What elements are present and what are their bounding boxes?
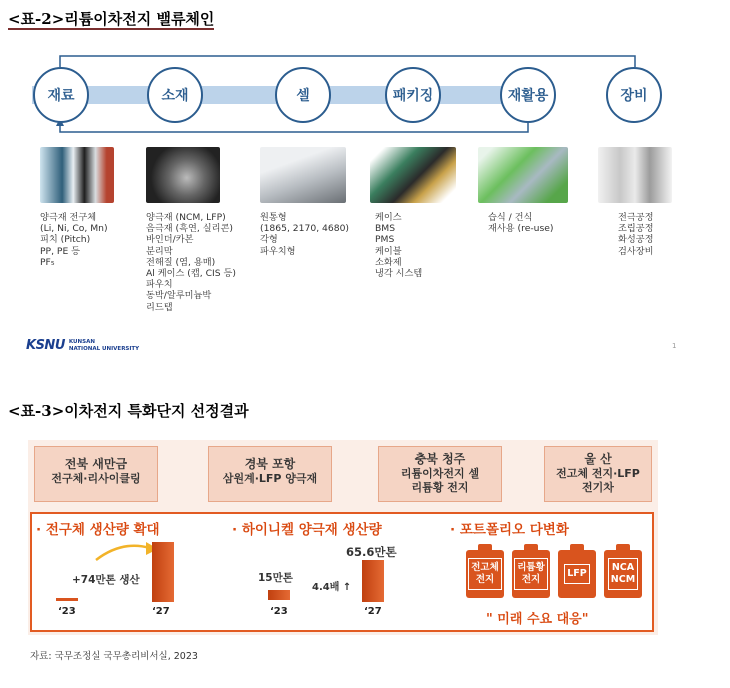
logo-mark: KSNU [26,338,65,353]
site-cheongju: 충북 청주 리튬이차전지 셀 리튬황 전지 [378,446,502,502]
equipment-list: 전극공정 조립공정 화성공정 검사장비 [618,212,654,257]
value-27: 65.6만톤 [346,545,397,559]
site-saemangeum: 전북 새만금 전구체·리사이클링 [34,446,158,502]
stage-materials: 재료 [33,67,89,123]
bar-27 [152,542,174,602]
ksnu-logo [26,338,139,353]
logo-text: KUNSAN NATIONAL UNIVERSITY [68,339,140,352]
stage-cell: 셀 [275,67,331,123]
cell-list: 원통형 (1865, 2170, 4680) 각형 파우치형 [260,212,349,257]
year-23: ‘23 [58,606,76,617]
cell-image [260,147,346,203]
site-pohang: 경북 포항 삼원계·LFP 양극재 [208,446,332,502]
precursor-increase: +74만톤 생산 [72,574,140,586]
year-27: ‘27 [364,606,382,617]
micro-particles-image [146,147,220,203]
battery-pack-image [370,147,456,203]
materials-list: 양극재 전구체 (Li, Ni, Co, Mn) 피치 (Pitch) PP, PE 등 PF₅ [40,212,108,268]
year-27: ‘27 [152,606,170,617]
components-list: 양극재 (NCM, LFP) 음극재 (흑연, 실리콘) 바인더/카본 분리막 전해질 (염, 용매) Al 케이스 (캡, CIS 등) 파우치 동박/알루미늄박 리드탭 [146,212,236,313]
cluster-results [28,440,658,635]
multiplier: 4.4배 ↑ [312,582,352,593]
source-note: 자료: 국무조정실 국무총리비서실, 2023 [30,651,198,662]
raw-materials-image [40,147,114,203]
battery-lfp-icon: LFP [558,550,596,598]
value-23: 15만톤 [258,572,293,584]
recycling-list: 습식 / 건식 재사용 (re-use) [488,212,554,235]
stage-components: 소재 [147,67,203,123]
battery-solid-state-icon: 전고체 전지 [466,550,504,598]
precursor-title: · 전구체 생산량 확대 [36,522,160,538]
value-chain-diagram [20,40,710,360]
battery-nca-ncm-icon: NCA NCM [604,550,642,598]
stage-equipment: 장비 [606,67,662,123]
packaging-list: 케이스 BMS PMS 케이블 소화제 냉각 시스템 [375,212,423,280]
battery-lithium-sulfur-icon: 리튬황 전지 [512,550,550,598]
stage-packaging: 패키징 [385,67,441,123]
equipment-image [598,147,672,203]
stage-recycling: 재활용 [500,67,556,123]
year-23: ‘23 [270,606,288,617]
table2-title: <표-2>리튬이차전지 밸류체인 [8,10,215,28]
page-number: 1 [672,342,677,350]
table3-title: <표-3>이차전지 특화단지 선정결과 [8,402,249,420]
high-nickel-title: · 하이니켈 양극재 생산량 [232,522,382,538]
bar-23 [56,598,78,601]
bar-23 [268,590,290,600]
outcome-panel [30,512,654,632]
slogan: " 미래 수요 대응" [486,612,589,627]
recycling-image [478,147,568,203]
bar-27 [362,560,384,602]
site-ulsan: 울 산 전고체 전지·LFP 전기차 [544,446,652,502]
portfolio-title: · 포트폴리오 다변화 [450,522,569,538]
